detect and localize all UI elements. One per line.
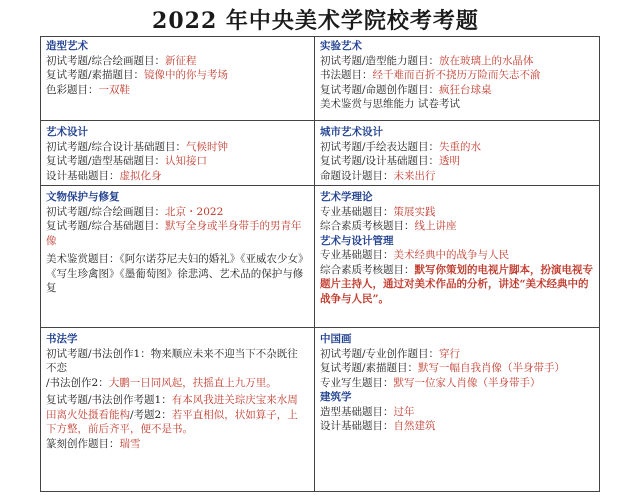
exam-line: 初试考题/书法创作1：物来顺应未来不迎当下不杂既往不恋 (46, 347, 298, 374)
section-title: 中国画 (320, 333, 352, 345)
exam-answer: 透明 (439, 155, 461, 167)
exam-line: 专业写生题目：默写一位家人肖像（半身带手） (320, 376, 541, 389)
exam-line: 设计基础题目：自然建筑 (320, 420, 436, 432)
exam-line: 色彩题目：一双鞋 (46, 83, 130, 96)
exam-line: 初试考题/综合绘画题目：新征程 (46, 54, 197, 67)
section-yishusheji (46, 125, 310, 183)
exam-line: 复试考题/造型基础题目：认知接口 (46, 155, 208, 167)
exam-answer: 瑞雪 (119, 437, 141, 450)
exam-line: 初试考题/造型能力题目：放在玻璃上的水晶体 (320, 54, 534, 67)
exam-answer: 默写你策划的电视片脚本，扮演电视专题片主持人，通过对美术作品的分析，讲述“美术经典中的战争与人民”。 (320, 263, 593, 305)
row-divider-1 (41, 120, 599, 121)
exam-line: 复试考题/综合基础题目：默写全身或半身带手的男青年像 (46, 220, 302, 247)
exam-line: 复试考题/书法创作考题1：有本风我进关琮庆宝来水周田离火处摄看能构/考题2：若平直相似，状如算子，上下方整，前后齐平，便不是书。 (46, 394, 298, 435)
exam-line: 书法题目：经千难而百折不挠历万险而矢志不渝 (320, 69, 541, 81)
exam-line: 初试考题/手绘表达题目：失重的水 (320, 140, 482, 153)
exam-answer: 经千难而百折不挠历万险而矢志不渝 (372, 69, 541, 81)
exam-line: 复试考题/设计基础题目：透明 (320, 155, 461, 167)
row-divider-3 (41, 327, 599, 328)
exam-answer: 有本风我进关琮庆宝来水周田离火处摄看能构 (46, 394, 298, 421)
exam-answer: 过年 (393, 405, 415, 418)
exam-line: 设计基础题目：虚拟化身 (46, 169, 162, 182)
row-divider-2 (41, 185, 599, 186)
section-title: 城市艺术设计 (320, 126, 383, 138)
section-zhongguohua (320, 332, 596, 434)
page-title: 2022 年中央美术学院校考考题 (152, 8, 479, 34)
exam-answer: 默写一幅自我肖像（半身带手） (418, 362, 566, 374)
exam-line: 初试考题/专业创作题目：穿行 (320, 347, 461, 360)
section-title: 造型艺术 (46, 40, 88, 52)
exam-line: 复试考题/素描题目：镜像中的你与考场 (46, 69, 229, 81)
exam-line: 综合素质考核题目：默写你策划的电视片脚本，扮演电视专题片主持人，通过对美术作品的分析，讲述“美术经典中的战争与人民”。 (320, 263, 593, 305)
section-shiyan (320, 39, 596, 112)
exam-answer: 认知接口 (165, 155, 208, 167)
section-chengshi (320, 125, 596, 183)
exam-answer: 疯狂台球桌 (439, 83, 492, 96)
exam-answer: 未来出行 (393, 169, 436, 182)
exam-answer: 默写全身或半身带手的男青年像 (46, 220, 302, 247)
exam-answer: 大鹏一日同风起，扶摇直上九万里。 (108, 376, 277, 389)
exam-line: 复试考题/命题创作题目：疯狂台球桌 (320, 83, 492, 96)
exam-answer: 放在玻璃上的水晶体 (439, 54, 534, 67)
section-title: 书法学 (46, 333, 78, 345)
section-title: 文物保护与修复 (46, 191, 120, 203)
exam-line: 初试考题/综合设计基础题目：气候时钟 (46, 140, 229, 153)
exam-answer: 镜像中的你与考场 (144, 69, 229, 81)
section-title: 艺术与设计管理 (320, 234, 394, 247)
exam-answer: 美术经典中的战争与人民 (393, 249, 509, 261)
exam-table (40, 36, 600, 492)
exam-answer: 若平直相似，状如算子，上下方整，前后齐平，便不是书。 (46, 408, 298, 435)
exam-answer: 虚拟化身 (119, 169, 162, 182)
exam-answer: 默写一位家人肖像（半身带手） (393, 376, 541, 389)
exam-line: 初试考题/综合绘画题目：北京・2022 (46, 205, 224, 218)
exam-line: 命题设计题目：未来出行 (320, 169, 436, 182)
exam-line: 美术鉴赏题目：《阿尔诺芬尼夫妇的婚礼》《亚威农少女》《写生珍禽图》《墨葡萄图》徐悲鸿、艺术品的保护与修复 (46, 253, 304, 294)
exam-answer: 自然建筑 (393, 420, 436, 432)
exam-line: 造型基础题目：过年 (320, 405, 415, 418)
exam-line: /书法创作2：大鹏一日同风起，扶摇直上九万里。 (46, 376, 277, 389)
exam-answer: 北京・2022 (165, 205, 224, 218)
column-divider (314, 37, 315, 491)
exam-line: 综合素质考核题目：线上讲座 (320, 220, 457, 232)
exam-answer: 气候时钟 (186, 140, 229, 153)
exam-answer: 新征程 (165, 54, 197, 67)
exam-answer: 失重的水 (439, 140, 482, 153)
exam-line: 复试考题/素描题目：默写一幅自我肖像（半身带手） (320, 362, 566, 374)
section-shufa (46, 332, 308, 451)
exam-answer: 穿行 (439, 347, 461, 360)
exam-answer: 线上讲座 (414, 220, 457, 232)
exam-line: 专业基础题目：美术经典中的战争与人民 (320, 249, 509, 261)
exam-line: 篆刻创作题目：瑞雪 (46, 437, 141, 450)
exam-answer: 一双鞋 (98, 83, 130, 96)
section-zaoxing (46, 39, 310, 97)
exam-line: 专业基础题目：策展实践 (320, 205, 436, 218)
section-title: 艺术学理论 (320, 191, 373, 203)
section-title: 艺术设计 (46, 126, 88, 138)
exam-answer: 策展实践 (393, 205, 436, 218)
section-title: 建筑学 (320, 391, 352, 403)
section-title: 实验艺术 (320, 40, 362, 52)
section-wenwu (46, 190, 308, 296)
exam-line: 美术鉴赏与思维能力 试卷考试 (320, 98, 460, 110)
section-lilun (320, 190, 594, 306)
exam-answer: 物来顺应未来不迎当下不杂既往不恋 (46, 347, 298, 374)
